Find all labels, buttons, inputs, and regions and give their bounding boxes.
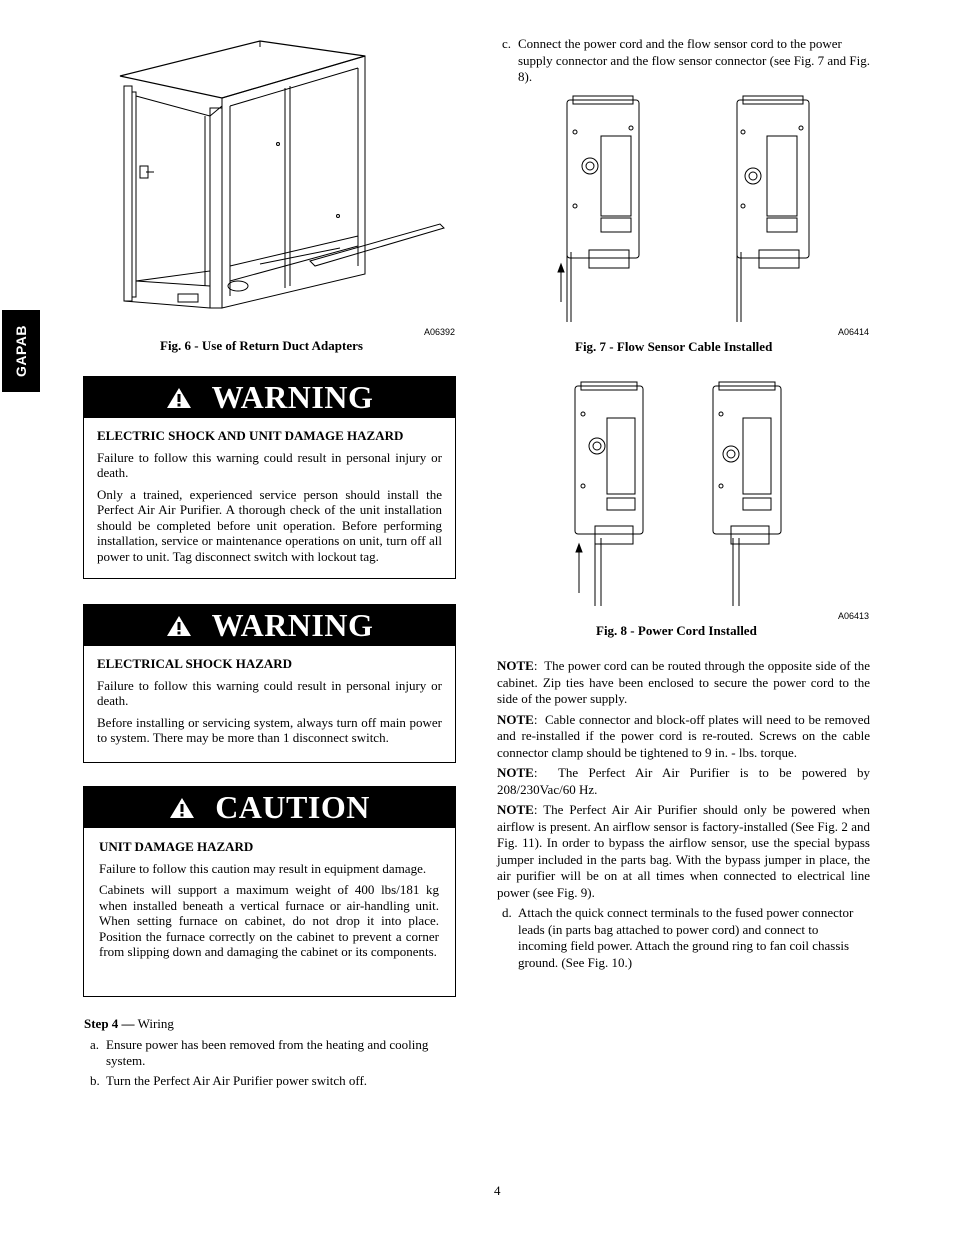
warning-hazard-1: ELECTRIC SHOCK AND UNIT DAMAGE HAZARD — [97, 428, 404, 443]
step4-title: Wiring — [137, 1016, 174, 1031]
fig8-caption: Fig. 8 - Power Cord Installed — [596, 623, 757, 638]
caution-text-b: Cabinets will support a maximum weight of 400 lbs/181 kg when installed beneath a vertical furnace or air-handling unit. When setting furnace on cabinet, do not drop it into place. Position the furnace correctly on the cabinet to prevent a corner from slipping down and damaging the cabinet or its components. — [99, 882, 439, 959]
caution-hazard: UNIT DAMAGE HAZARD — [99, 839, 254, 854]
item-d: d. Attach the quick connect terminals to the fused power connector leads (in parts bag attached to power cord) and connect to incoming field power. Attach the ground ring to fan coil chassis ground. (See Fig. 10.) — [502, 905, 854, 970]
note-1: NOTE: The power cord can be routed through the opposite side of the cabinet. Zip ties have been enclosed to secure the power cord to the side of the power supply. — [497, 658, 870, 706]
fig8-illustration — [565, 378, 815, 606]
item-c: c. Connect the power cord and the flow sensor cord to the power supply connector and the flow sensor connector (see Fig. 7 and Fig. 8). — [502, 36, 871, 84]
warning-text-1b: Only a trained, experienced service person should install the Perfect Air Air Purifier. A thorough check of the unit installation should be completed before unit operation. Before performing installation, service or maintenance operations on unit, turn off all power to unit. Tag disconnect switch with lockout tag. — [97, 486, 442, 564]
caution-triangle-icon — [169, 797, 195, 819]
caution-text-a: Failure to follow this caution may result in equipment damage. — [99, 860, 427, 876]
side-tab-label: GAPAB — [13, 324, 29, 378]
warning-hazard-2: ELECTRICAL SHOCK HAZARD — [97, 656, 293, 671]
caution-header — [84, 787, 455, 828]
page-number: 4 — [494, 1183, 501, 1198]
power-supply-left — [575, 382, 643, 606]
fig7-illustration — [545, 92, 815, 322]
warning-triangle-icon — [166, 387, 192, 409]
warning-text-2a: Failure to follow this warning could result in personal injury or death. — [97, 677, 442, 708]
warning-box-1 — [83, 376, 456, 579]
fig8-code: A06413 — [838, 611, 870, 621]
warning-title-1: WARNING — [211, 379, 374, 415]
warning-title-2: WARNING — [211, 607, 374, 643]
side-tab — [2, 310, 40, 392]
note-2: NOTE: Cable connector and block-off plates will need to be removed and re-installed if the power cord is re-routed. Screws on the cable connector clamp should be tightened to 9 in. - lbs. torque. — [497, 711, 870, 760]
fig7-caption: Fig. 7 - Flow Sensor Cable Installed — [575, 339, 773, 354]
notes-section — [497, 658, 870, 971]
warning-text-1a: Failure to follow this warning could result in personal injury or death. — [97, 449, 442, 480]
step4-label: Step 4 — — [84, 1016, 135, 1031]
note-3: NOTE: The Perfect Air Air Purifier is to be powered by 208/230Vac/60 Hz. — [497, 765, 870, 797]
step4-item-b: b. Turn the Perfect Air Air Purifier power switch off. — [90, 1072, 368, 1088]
warning-box-2 — [83, 604, 456, 763]
fig6-caption: Fig. 6 - Use of Return Duct Adapters — [160, 338, 363, 353]
warning-header-1 — [84, 377, 455, 418]
warning-header-2 — [84, 605, 455, 646]
power-supply-right — [737, 96, 809, 322]
caution-box — [83, 786, 456, 997]
step4-item-a: a. Ensure power has been removed from the heating and cooling system. — [90, 1036, 429, 1068]
fig6-code: A06392 — [424, 327, 456, 337]
warning-triangle-icon — [166, 615, 192, 637]
fig6-illustration — [110, 36, 450, 316]
fig7-code: A06414 — [838, 327, 870, 337]
power-supply-left — [558, 96, 639, 322]
power-supply-right — [713, 382, 781, 606]
note-4: NOTE: The Perfect Air Air Purifier should only be powered when airflow is present. An airflow sensor is factory-installed (See Fig. 2 and Fig. 11). In order to bypass the airflow sensor, use the special bypass jumper included in the parts bag. With the bypass jumper in place, the air purifier will be on at all times when connected to electrical line power (see Fig. 9). — [497, 802, 870, 900]
warning-text-2b: Before installing or servicing system, always turn off main power to system. There may be more than 1 disconnect switch. — [97, 714, 442, 745]
caution-title: CAUTION — [215, 789, 370, 825]
step4-section — [84, 1016, 456, 1089]
